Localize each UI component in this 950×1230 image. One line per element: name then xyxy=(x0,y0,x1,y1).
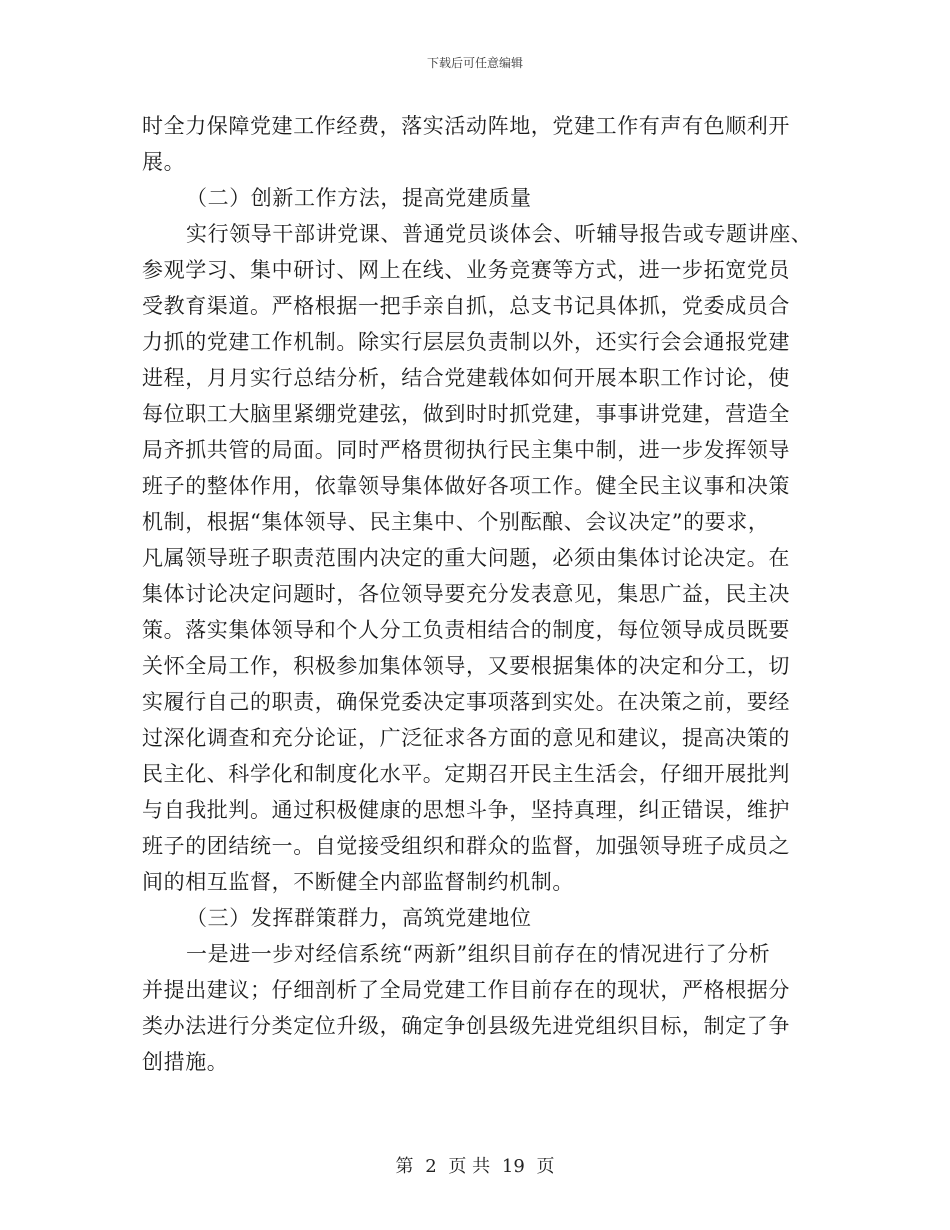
paragraph-line: 凡属领导班子职责范围内决定的重大问题，必须由集体讨论决定。在 xyxy=(142,546,790,570)
paragraph-line: 班子的团结统一。自觉接受组织和群众的监督，加强领导班子成员之 xyxy=(142,834,790,858)
paragraph-line: 每位职工大脑里紧绷党建弦，做到时时抓党建，事事讲党建，营造全 xyxy=(142,402,790,426)
paragraph-line: 民主化、科学化和制度化水平。定期召开民主生活会，仔细开展批判 xyxy=(142,762,790,786)
section-heading-3: （三）发挥群策群力，高筑党建地位 xyxy=(186,906,532,930)
paragraph-line: 类办法进行分类定位升级，确定争创县级先进党组织目标，制定了争 xyxy=(142,1014,790,1038)
paragraph-line: 关怀全局工作，积极参加集体领导，又要根据集体的决定和分工，切 xyxy=(142,654,790,678)
paragraph-line: 机制，根据“集体领导、民主集中、个别酝酿、会议决定”的要求， xyxy=(142,510,770,534)
paragraph-line: 参观学习、集中研讨、网上在线、业务竞赛等方式，进一步拓宽党员 xyxy=(142,258,790,282)
document-body xyxy=(142,108,813,1080)
paragraph-line: 并提出建议；仔细剖析了全局党建工作目前存在的现状，严格根据分 xyxy=(142,978,790,1002)
paragraph-line: 力抓的党建工作机制。除实行层层负责制以外，还实行会会通报党建 xyxy=(142,330,790,354)
footer-prefix: 第 xyxy=(395,1156,414,1177)
paragraph-line: 策。落实集体领导和个人分工负责相结合的制度，每位领导成员既要 xyxy=(142,618,790,642)
paragraph-line: 班子的整体作用，依靠领导集体做好各项工作。健全民主议事和决策 xyxy=(142,474,790,498)
paragraph-line: 间的相互监督，不断健全内部监督制约机制。 xyxy=(142,870,574,894)
paragraph-line: 集体讨论决定问题时，各位领导要充分发表意见，集思广益，民主决 xyxy=(142,582,790,606)
current-page-number: 2 xyxy=(425,1156,437,1177)
paragraph-line: 局齐抓共管的局面。同时严格贯彻执行民主集中制，进一步发挥领导 xyxy=(142,438,790,462)
paragraph-line: 实行领导干部讲党课、普通党员谈体会、听辅导报告或专题讲座、 xyxy=(186,222,813,246)
paragraph-line: 展。 xyxy=(142,150,186,174)
paragraph-line: 创措施。 xyxy=(142,1050,229,1074)
paragraph-line: 受教育渠道。严格根据一把手亲自抓，总支书记具体抓，党委成员合 xyxy=(142,294,790,318)
paragraph-line: 一是进一步对经信系统“两新”组织目前存在的情况进行了分析 xyxy=(186,942,771,966)
section-heading-2: （二）创新工作方法，提高党建质量 xyxy=(186,186,532,210)
total-page-count: 19 xyxy=(501,1156,525,1177)
footer-middle: 页 共 xyxy=(448,1156,491,1177)
paragraph-line: 过深化调查和充分论证，广泛征求各方面的意见和建议，提高决策的 xyxy=(142,726,790,750)
paragraph-line: 与自我批判。通过积极健康的思想斗争，坚持真理，纠正错误，维护 xyxy=(142,798,790,822)
paragraph-line: 时全力保障党建工作经费，落实活动阵地，党建工作有声有色顺利开 xyxy=(142,114,790,138)
page-footer xyxy=(0,1152,950,1178)
footer-suffix: 页 xyxy=(536,1156,555,1177)
paragraph-line: 实履行自己的职责，确保党委决定事项落到实处。在决策之前，要经 xyxy=(142,690,790,714)
page-header: 下载后可任意编辑 xyxy=(426,56,523,70)
paragraph-line: 进程，月月实行总结分析，结合党建载体如何开展本职工作讨论，使 xyxy=(142,366,790,390)
